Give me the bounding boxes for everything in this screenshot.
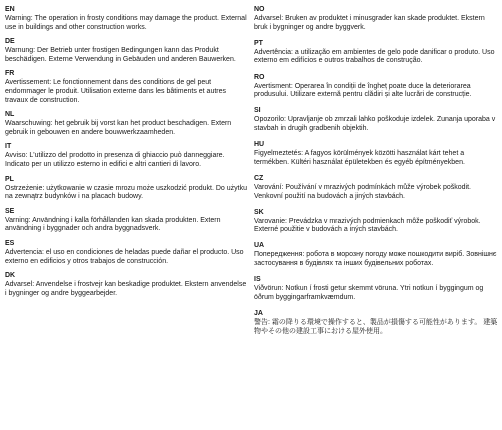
language-code: EN [5,6,15,13]
language-block-fr [5,70,249,105]
language-block-it [5,143,249,169]
language-block-de [5,38,249,64]
language-code: NO [254,6,265,13]
warning-text: Попередження: робота в морозну погоду може пошкодити виріб. Зовнішнє застосування в будівлях та інших будівельних роботах. [254,251,497,268]
language-block-dk [5,272,249,298]
language-code: CZ [254,174,264,182]
language-code: SK [254,208,264,216]
language-code: UA [254,242,265,250]
language-code: DK [5,272,16,280]
language-block-ja [254,310,498,336]
language-code: PL [5,175,14,183]
warning-text: Varovanie: Prevádzka v mrazivých podmienkach môže poškodiť výrobok. Externé použitie v budovách a iných stavbách. [254,217,481,234]
language-block-ro [254,74,498,100]
language-code: PT [254,39,263,47]
language-block-no [254,6,498,32]
language-block-si [254,107,498,133]
warning-text: Figyelmeztetés: A fagyos körülmények közötti használat kárt tehet a termékben. Kültéri használat épületekben és egyéb építményekben. [254,150,465,166]
language-code: RO [254,73,265,81]
warning-text: Advarsel: Bruken av produktet i minusgrader kan skade produktet. Ekstern bruk i bygninger og andre byggverk. [254,15,485,31]
warning-text: Waarschuwing: het gebruik bij vorst kan het product beschadigen. Extern gebruik in gebouwen en andere bouwwerkzaamheden. [5,120,232,136]
language-code: JA [254,310,263,318]
language-block-is [254,276,498,302]
language-block-hu [254,141,498,167]
language-code: DE [5,38,15,46]
language-code: ES [5,239,15,247]
language-code: NL [5,111,15,119]
language-block-sk [254,209,498,235]
warning-text: Viðvörun: Notkun í frosti getur skemmt vöruna. Ytri notkun í byggingum og öðrum byggingarframkvæmdum. [254,285,484,301]
language-block-pl [5,176,249,202]
warning-text: Avertisment: Operarea în condiții de îngheț poate duce la deteriorarea produsului. Utilizare externă pentru clădiri și alte lucrări de construcție. [254,82,472,99]
warning-text: Varování: Používání v mrazivých podmínkách může výrobek poškodit. Venkovní použití na budovách a jiných stavbách. [254,183,471,200]
warning-text: Varning: Användning i kalla förhållanden kan skada produkten. Extern användning i byggnader och andra byggnadsverk. [5,216,221,233]
warning-text: Opozorilo: Upravljanje ob zmrzali lahko poškoduje izdelek. Zunanja uporaba v stavbah in drugih gradbenih objektih. [254,116,496,132]
language-code: FR [5,70,15,78]
right-column [254,6,498,344]
left-column [5,6,249,304]
language-code: IS [254,276,261,284]
warning-text: Advertencia: el uso en condiciones de heladas puede dañar el producto. Uso externo en edificios y otros trabajos de construcción. [5,248,244,265]
language-block-ua [254,242,498,268]
language-code: SI [254,107,261,115]
language-block-se [5,208,249,234]
language-block-es [5,240,249,266]
warning-text: Warnung: Der Betrieb unter frostigen Bedingungen kann das Produkt beschädigen. Externe Verwendung in Gebäuden und anderen Bauwerken. [5,47,236,63]
language-block-pt [254,40,498,66]
warning-text: Advertência: a utilização em ambientes de gelo pode danificar o produto. Uso externo em edifícios e outros trabalhos de construção. [254,48,495,65]
warning-text: Avviso: L'utilizzo del prodotto in presenza di ghiaccio può danneggiare. Indicato per un utilizzo esterno in edifici e altri cantieri di lavoro. [5,152,225,168]
language-code: HU [254,141,265,149]
warning-text: Warning: The operation in frosty conditions may damage the product. External use in buildings and other construction works. [5,15,247,31]
warning-text: Avertissement: Le fonctionnement dans des conditions de gel peut endommager le produit. Utilisation externe dans les bâtiments et autres travaux de construction. [5,79,227,104]
language-block-en [5,6,249,32]
language-code: SE [5,207,15,215]
language-block-nl [5,111,249,137]
warning-text: Ostrzeżenie: użytkowanie w czasie mrozu może uszkodzić produkt. Do użytku na zewnątrz budynków i na placach budowy. [5,184,247,201]
language-code: IT [5,143,12,151]
warning-text: 警告: 霜の降りる環境で操作すると、製品が損傷する可能性があります。 建築物やその他の建設工事における屋外使用。 [254,319,498,335]
language-block-cz [254,175,498,201]
warning-text: Advarsel: Anvendelse i frostvejr kan beskadige produktet. Ekstern anvendelse i bygninger og andre byggearbejder. [5,281,247,297]
